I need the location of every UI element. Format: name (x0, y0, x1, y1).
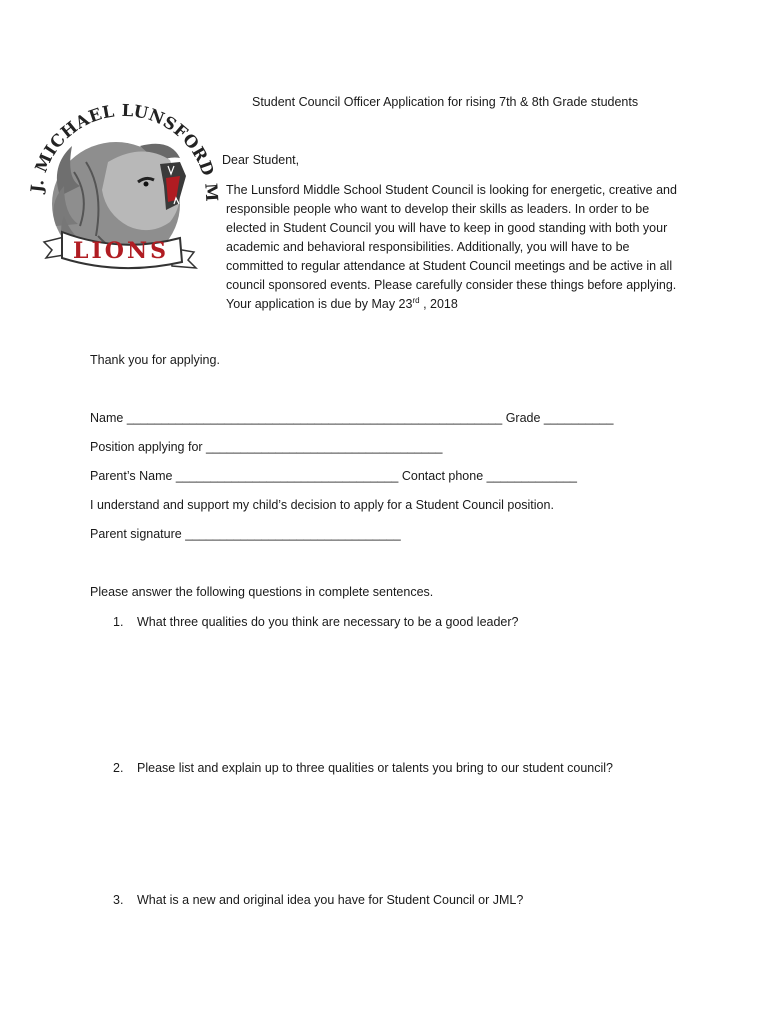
logo-banner-text: LIONS (73, 238, 169, 264)
question-1 (113, 615, 519, 629)
intro-end: , 2018 (423, 297, 458, 311)
question-number: 2. (113, 761, 124, 775)
parent-statement: I understand and support my child’s decision to apply for a Student Council position. (90, 498, 554, 512)
name-grade-field[interactable]: Name ______________________________________________________ Grade __________ (90, 411, 614, 425)
intro-text: The Lunsford Middle School Student Council is looking for energetic, creative and responsible people who want to develop their skills as leaders. In order to be elected in Student Council you will have to keep in good standing with both your academic and behavioral responsibilities. Additionally, you will have to be committed to regular attendance at Student Council meetings and be active in all council sponsored events. Please carefully consider these things before applying. Your application is due by May 23 (226, 183, 677, 311)
logo-arc-text: J. MICHAEL LUNSFORD M (27, 100, 220, 203)
question-number: 1. (113, 615, 124, 629)
document-title: Student Council Officer Application for rising 7th & 8th Grade students (252, 95, 639, 109)
question-2 (113, 761, 613, 775)
thanks-text: Thank you for applying. (90, 353, 220, 367)
greeting: Dear Student, (222, 153, 300, 167)
position-field[interactable]: Position applying for __________________________________ (90, 440, 443, 454)
intro-superscript: rd (412, 295, 420, 305)
parent-name-phone-field[interactable]: Parent’s Name ________________________________ Contact phone _____________ (90, 469, 578, 483)
question-text: Please list and explain up to three qualities or talents you bring to our student council? (137, 761, 613, 775)
parent-signature-field[interactable]: Parent signature _______________________________ (90, 527, 401, 541)
question-text: What three qualities do you think are necessary to be a good leader? (137, 615, 519, 629)
questions-instruction: Please answer the following questions in complete sentences. (90, 585, 434, 599)
school-logo (20, 86, 220, 286)
question-3 (113, 893, 523, 907)
question-text: What is a new and original idea you have for Student Council or JML? (137, 893, 524, 907)
question-number: 3. (113, 893, 124, 907)
intro-paragraph (226, 181, 678, 314)
